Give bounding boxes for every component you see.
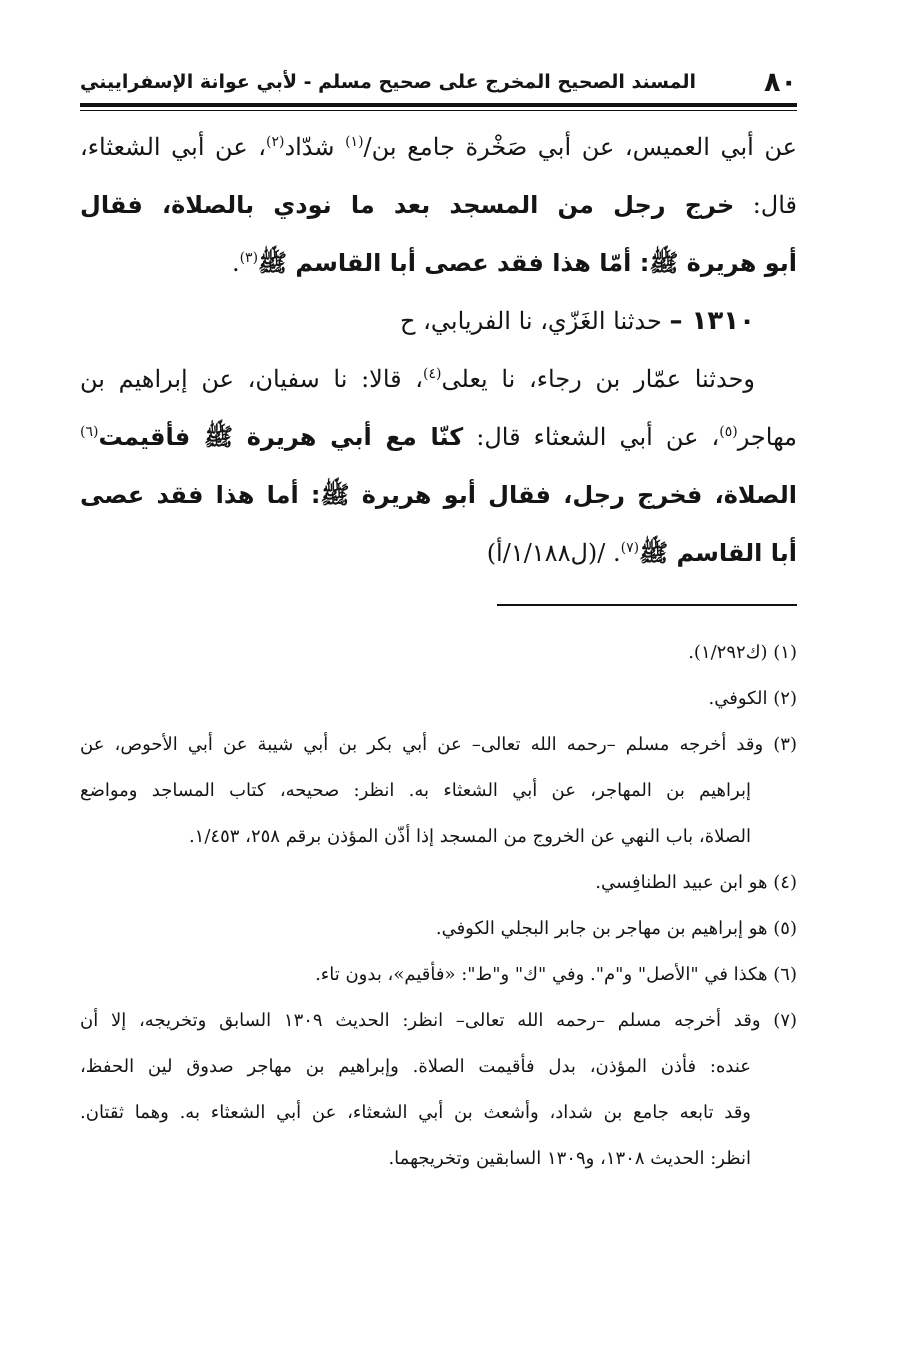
footnote-3-cont: الصلاة، باب النهي عن الخروج من المسجد إذا أذّن المؤذن برقم ٢٥٨، ١/٤٥٣. (188, 826, 751, 847)
text-line-8: أبا القاسم ﷺ$^{(٧)}$. /(ل١/١٨٨/أ) (486, 539, 797, 567)
footnote-ref-2: (٢) (265, 134, 285, 150)
hadith-number-line: ١٣١٠ – حدثنا الغَزّي، نا الفريابي، ح (400, 306, 755, 336)
footnote-ref-5: (٥) (719, 424, 738, 440)
page-header (80, 62, 797, 102)
hadith-text: أبا القاسم ﷺ (639, 539, 797, 567)
hadith-text: خرج رجل من المسجد بعد ما نودي بالصلاة، فقال (80, 191, 735, 219)
hadith-number: ١٣١٠ – (669, 306, 755, 336)
footnote-1: (١) (ك١/٢٩٢). (688, 642, 797, 663)
hadith-text: الصلاة، فخرج رجل، فقال أبو هريرة ﷺ: أما هذا فقد عصى (80, 481, 797, 509)
text-line-2: قال: خرج رجل من المسجد بعد ما نودي بالصلاة، فقال (80, 191, 798, 219)
text-line-1: عن أبي العميس، عن أبي صَخْرة جامع بن/$^{(١)}$ شدّاد$^{(٢)}$، عن أبي الشعثاء، (80, 133, 797, 161)
footnote-7-cont: عنده: فأذن المؤذن، بدل فأقيمت الصلاة. وإبراهيم بن مهاجر صدوق لين الحفظ، (80, 1056, 751, 1077)
text-line-6: مهاجر$^{(٥)}$، عن أبي الشعثاء قال: كنّا مع أبي هريرة ﷺ فأقيمت$^{(٦)}$ (80, 423, 797, 451)
footnote-6: (٦) هكذا في "الأصل" و"م". وفي "ك" و"ط": «فأقيم»، بدون تاء. (315, 964, 797, 985)
text-line-3: أبو هريرة ﷺ: أمّا هذا فقد عصى أبا القاسم ﷺ$^{(٣)}$. (231, 249, 797, 277)
header-rule-thick (80, 103, 797, 107)
footnote-4: (٤) هو ابن عبيد الطنافِسي. (595, 872, 797, 893)
footnote-5: (٥) هو إبراهيم بن مهاجر بن جابر البجلي الكوفي. (435, 918, 797, 939)
footnote-separator (497, 604, 797, 606)
hadith-text: أبو هريرة ﷺ: أمّا هذا فقد عصى أبا القاسم ﷺ (258, 249, 797, 277)
running-title: المسند الصحيح المخرج على صحيح مسلم - لأبي عوانة الإسفراييني (80, 71, 696, 93)
main-text (80, 118, 797, 582)
header-rule-thin (80, 110, 797, 111)
footnote-ref-6: (٦) (80, 424, 99, 440)
footnote-7: (٧) وقد أخرجه مسلم –رحمه الله تعالى– انظر: الحديث ١٣٠٩ السابق وتخريجه، إلا أن (80, 1010, 798, 1031)
footnote-2: (٢) الكوفي. (708, 688, 797, 709)
footnote-7-cont: انظر: الحديث ١٣٠٨، و١٣٠٩ السابقين وتخريجهما. (388, 1148, 751, 1169)
footnote-ref-4: (٤) (423, 366, 442, 382)
footnote-7-cont: وقد تابعه جامع بن شداد، وأشعث بن أبي الشعثاء، عن أبي الشعثاء به. وهما ثقتان. (80, 1102, 751, 1123)
footnote-ref-1: (١) (345, 134, 364, 150)
text-line-7 (80, 466, 797, 524)
page-number: ٨٠ (764, 66, 797, 98)
hadith-text: كنّا مع أبي هريرة ﷺ فأقيمت (98, 423, 464, 451)
footnote-ref-7: (٧) (620, 540, 640, 556)
footnote-3: (٣) وقد أخرجه مسلم –رحمه الله تعالى– عن أبي بكر بن أبي شيبة عن أبي الأحوص، عن (80, 734, 797, 755)
footnote-ref-3: (٣) (239, 250, 259, 266)
text-line-5: وحدثنا عمّار بن رجاء، نا يعلى$^{(٤)}$، قالا: نا سفيان، عن إبراهيم بن (80, 365, 756, 393)
footnote-3-cont: إبراهيم بن المهاجر، عن أبي الشعثاء به. انظر: صحيحه، كتاب المساجد ومواضع (80, 780, 751, 801)
footnotes (80, 630, 797, 1182)
